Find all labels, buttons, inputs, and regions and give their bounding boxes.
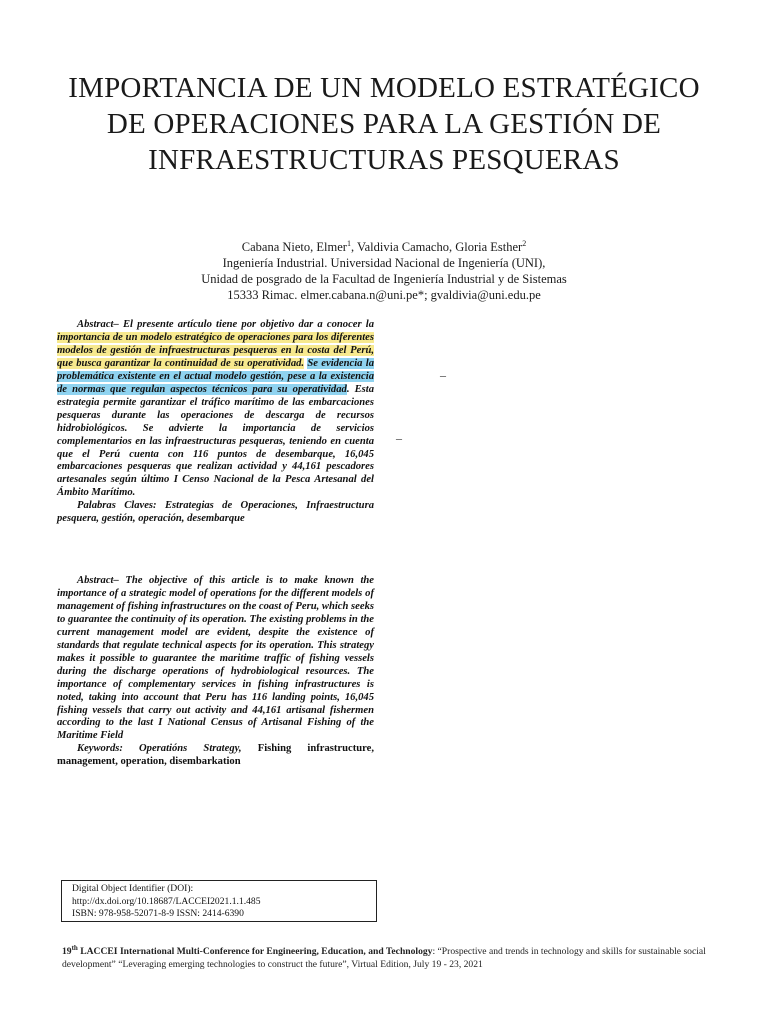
keywords-english: Keywords: Operatións Strategy, Fishing infrastructure, management, operation, disembarkation bbox=[57, 743, 375, 768]
abstract-english bbox=[57, 575, 374, 769]
doi-label: Digital Object Identifier (DOI): bbox=[72, 883, 194, 894]
abstract-paragraph: Abstract– The objective of this article is to make known the importance of a strategic model of operations for the different models of management of fishing infrastructures on the coast of Peru, which seeks to guarantee the continuity of its operation. The existing problems in the current management model are evident, despite the existence of standards that regulate technical aspects for its operation. This strategy makes it possible to guarantee the maritime traffic of fishing vessels during the discharge operations of hydrobiological resources. The importance of complementary services in fishing infrastructures is noted, taking into account that Peru has 116 landing points, 16,045 fishing vessels that carry out activity and 44,161 artisanal fishermen according to the last I National Census of Artisanal Fishing of the Maritime Field bbox=[57, 575, 374, 742]
paper-title: IMPORTANCIA DE UN MODELO ESTRATÉGICO DE OPERACIONES PARA LA GESTIÓN DE INFRAESTRUCTURAS PESQUERAS bbox=[68, 72, 700, 176]
abstract-spanish bbox=[57, 319, 374, 526]
abstract-paragraph: Abstract– El presente artículo tiene por objetivo dar a conocer la importancia de un modelo estratégico de operaciones para los diferentes modelos de gestión de infraestructuras pesqueras en la costa del Perú, que busca garantizar la continuidad de su operatividad. Se evidencia la problemática existente en el actual modelo gestión, pese a la existencia de normas que regulan aspectos técnicos para su operatividad. Esta estrategia permite garantizar el tráfico marítimo de las embarcaciones pesqueras durante las operaciones de descarga de recursos hidrobiológicos. Se advierte la importancia de servicios complementarios en las infraestructuras pesqueras, teniendo en cuenta que el Perú cuenta con 116 puntos de desembarque, 16,045 embarcaciones pesqueras que realizan actividad y 44,161 pescadores artesanales según último I Censo Nacional de la Pesca Artesanal del Ámbito Marítimo. bbox=[57, 319, 375, 499]
dash-mark: – bbox=[396, 431, 402, 445]
author-block bbox=[60, 236, 708, 303]
doi-box bbox=[61, 880, 377, 922]
author-names: Cabana Nieto, Elmer$^1$, Valdivia Camacho, Gloria Esther$^2$ bbox=[241, 239, 527, 255]
highlight-yellow: importancia de un modelo estratégico de operaciones para los diferentes modelos de gestión de infraestructuras pesqueras en la costa del Perú, que busca garantizar la continuidad de su operatividad. bbox=[57, 331, 374, 369]
keywords-spanish: Palabras Claves: Estrategias de Operaciones, Infraestructura pesquera, gestión, operación, desembarque bbox=[57, 500, 374, 525]
dash-mark: – bbox=[440, 368, 446, 382]
affiliation-line: Ingeniería Industrial. Universidad Nacional de Ingeniería (UNI), bbox=[222, 256, 546, 271]
affiliation-line: Unidad de posgrado de la Facultad de Ingeniería Industrial y de Sistemas bbox=[201, 272, 567, 287]
doi-link[interactable]: http://dx.doi.org/10.18687/LACCEI2021.1.1.485 bbox=[72, 895, 261, 907]
isbn-issn: ISBN: 978-958-52071-8-9 ISSN: 2414-6390 bbox=[72, 908, 244, 919]
highlight-blue: Se evidencia la problemática existente en el actual modelo gestión, pese a la existencia de normas que regulan aspectos técnicos para su operatividad bbox=[57, 357, 375, 395]
conference-footer: 19th LACCEI International Multi-Conference for Engineering, Education, and Technology: “Prospective and trends in technology and skills for sustainable social development” “Leveraging emerging technologies to construct the future”, Virtual Edition, July 19 - 23, 2021 bbox=[62, 944, 706, 970]
author-contact: 15333 Rimac. elmer.cabana.n@uni.pe*; gvaldivia@uni.edu.pe bbox=[227, 288, 541, 303]
